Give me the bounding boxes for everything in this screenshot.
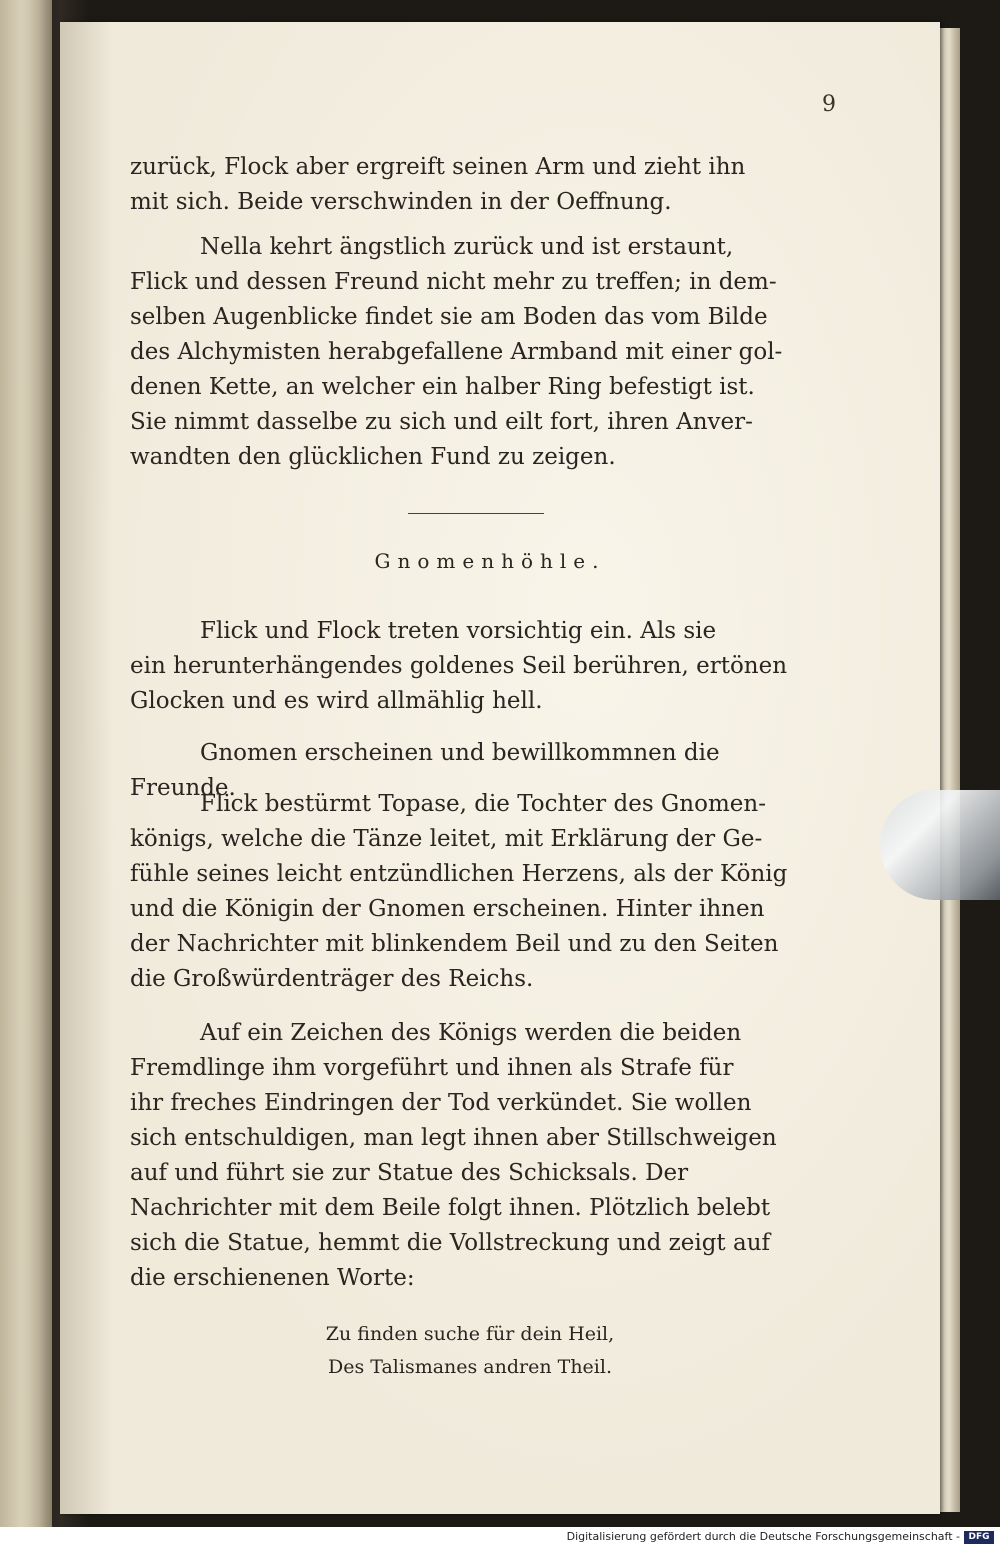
- verse-quote: [200, 1318, 740, 1384]
- text-line: zurück, Flock aber ergreift seinen Arm und zieht ihn: [130, 154, 746, 180]
- text-line: königs, welche die Tänze leitet, mit Erklärung der Ge-: [130, 826, 763, 852]
- section-divider: [408, 513, 544, 514]
- page-clip-thumb: [880, 790, 1000, 900]
- text-line: Gnomen erscheinen und bewillkommnen die Freunde.: [130, 740, 720, 801]
- text-line: fühle seines leicht entzündlichen Herzens, als der König: [130, 861, 788, 887]
- text-line: Fremdlinge ihm vorgeführt und ihnen als Strafe für: [130, 1055, 734, 1081]
- text-line: sich die Statue, hemmt die Vollstreckung und zeigt auf: [130, 1230, 771, 1256]
- text-line: mit sich. Beide verschwinden in der Oeffnung.: [130, 189, 672, 215]
- page-stack-edge: [938, 28, 960, 1512]
- text-line: Auf ein Zeichen des Königs werden die beiden: [200, 1020, 742, 1046]
- paragraph-1: [130, 150, 822, 220]
- text-line: ihr freches Eindringen der Tod verkündet. Sie wollen: [130, 1090, 752, 1116]
- text-line: wandten den glücklichen Fund zu zeigen.: [130, 444, 616, 470]
- paragraph-2: [130, 230, 822, 475]
- verse-line: Des Talismanes andren Theil.: [328, 1356, 612, 1378]
- page-number: 9: [822, 92, 836, 117]
- text-line: Flick und Flock treten vorsichtig ein. Als sie: [200, 618, 717, 644]
- text-line: Glocken und es wird allmählig hell.: [130, 688, 543, 714]
- text-line: denen Kette, an welcher ein halber Ring befestigt ist.: [130, 374, 755, 400]
- text-line: Flick und dessen Freund nicht mehr zu treffen; in dem-: [130, 269, 777, 295]
- paragraph-3: [130, 614, 822, 719]
- text-line: auf und führt sie zur Statue des Schicksals. Der: [130, 1160, 689, 1186]
- text-line: des Alchymisten herabgefallene Armband mit einer gol-: [130, 339, 783, 365]
- text-line: sich entschuldigen, man legt ihnen aber Stillschweigen: [130, 1125, 777, 1151]
- text-line: selben Augenblicke findet sie am Boden das vom Bilde: [130, 304, 768, 330]
- footer-credit: Digitalisierung gefördert durch die Deutsche Forschungsgemeinschaft -: [566, 1530, 960, 1543]
- paragraph-6: [130, 1016, 822, 1296]
- text-line: der Nachrichter mit blinkendem Beil und zu den Seiten: [130, 931, 779, 957]
- text-line: die Großwürdenträger des Reichs.: [130, 966, 534, 992]
- text-line: Sie nimmt dasselbe zu sich und eilt fort, ihren Anver-: [130, 409, 753, 435]
- text-line: Nachrichter mit dem Beile folgt ihnen. Plötzlich belebt: [130, 1195, 771, 1221]
- paragraph-5: [130, 787, 822, 997]
- text-line: die erschienenen Worte:: [130, 1265, 415, 1291]
- verse-line: Zu finden suche für dein Heil,: [325, 1323, 615, 1345]
- text-line: Nella kehrt ängstlich zurück und ist erstaunt,: [200, 234, 734, 260]
- scene-heading: Gnomenhöhle.: [374, 549, 606, 573]
- digitization-footer: [0, 1527, 1000, 1549]
- text-line: Flick bestürmt Topase, die Tochter des Gnomen-: [200, 791, 766, 817]
- dfg-logo: DFG: [964, 1531, 994, 1544]
- text-line: und die Königin der Gnomen erscheinen. Hinter ihnen: [130, 896, 765, 922]
- text-line: ein herunterhängendes goldenes Seil berühren, ertönen: [130, 653, 788, 679]
